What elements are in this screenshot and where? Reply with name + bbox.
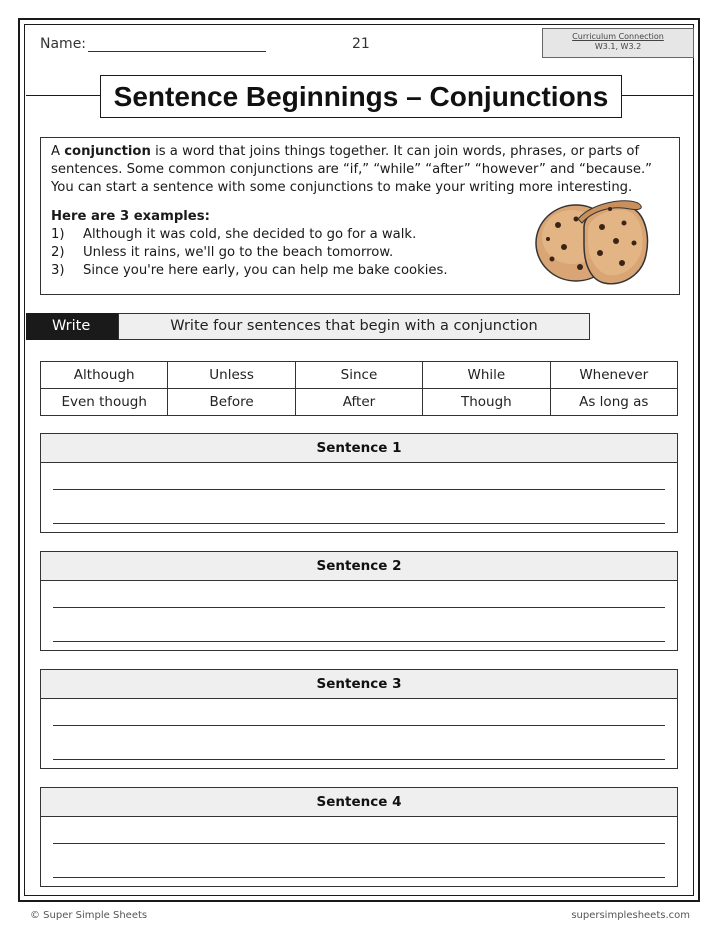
word-bank-cell: Before xyxy=(168,389,295,416)
answer-line[interactable] xyxy=(53,843,665,844)
examples-heading: Here are 3 examples: xyxy=(51,208,210,224)
word-bank-row xyxy=(41,362,678,389)
title-rule-left xyxy=(26,95,100,96)
word-bank-row xyxy=(41,389,678,416)
sentence-box-1 xyxy=(40,433,678,533)
word-bank-cell: Whenever xyxy=(550,362,677,389)
page-title: Sentence Beginnings – Conjunctions xyxy=(100,75,622,118)
answer-line[interactable] xyxy=(53,759,665,760)
write-label: Write xyxy=(26,313,118,340)
word-bank-cell: Although xyxy=(41,362,168,389)
intro-term: conjunction xyxy=(64,144,151,159)
word-bank-cell: As long as xyxy=(550,389,677,416)
answer-line[interactable] xyxy=(53,725,665,726)
footer-website[interactable]: supersimplesheets.com xyxy=(571,910,690,921)
word-bank-cell: While xyxy=(423,362,550,389)
answer-line[interactable] xyxy=(53,877,665,878)
curriculum-title: Curriculum Connection xyxy=(572,32,664,41)
footer-copyright: © Super Simple Sheets xyxy=(30,910,148,921)
intro-paragraph xyxy=(51,143,669,198)
sentence-header: Sentence 4 xyxy=(41,788,677,817)
sentence-header: Sentence 3 xyxy=(41,670,677,699)
intro-rest: is a word that joins things together. It can join words, phrases, or parts of sentences. Some common conjunctions are “if,” “while” “after” “however” and “because.” You can start a sentence with some conjunctions to make your writing more interesting. xyxy=(51,144,652,196)
write-instruction: Write four sentences that begin with a conjunction xyxy=(118,313,590,340)
word-bank xyxy=(40,361,678,416)
word-bank-cell: Unless xyxy=(168,362,295,389)
example-text: Although it was cold, she decided to go for a walk. xyxy=(83,226,417,242)
word-bank-cell: After xyxy=(295,389,422,416)
page-number: 21 xyxy=(352,36,370,52)
sentence-box-4 xyxy=(40,787,678,887)
cookies-illustration xyxy=(526,197,654,289)
sentence-header: Sentence 2 xyxy=(41,552,677,581)
answer-line[interactable] xyxy=(53,523,665,524)
word-bank-cell: Since xyxy=(295,362,422,389)
word-bank-cell: Even though xyxy=(41,389,168,416)
answer-line[interactable] xyxy=(53,641,665,642)
answer-line[interactable] xyxy=(53,607,665,608)
example-text: Unless it rains, we'll go to the beach tomorrow. xyxy=(83,245,394,261)
name-label: Name: xyxy=(40,36,87,52)
example-text: Since you're here early, you can help me bake cookies. xyxy=(83,263,448,279)
name-field[interactable] xyxy=(88,51,266,52)
sentence-box-3 xyxy=(40,669,678,769)
example-number: 1) xyxy=(51,226,65,242)
sentence-header: Sentence 1 xyxy=(41,434,677,463)
example-number: 2) xyxy=(51,245,65,261)
intro-prefix: A xyxy=(51,144,65,159)
curriculum-connection-box xyxy=(542,28,694,58)
title-rule-right xyxy=(622,95,694,96)
example-number: 3) xyxy=(51,263,65,279)
sentence-box-2 xyxy=(40,551,678,651)
word-bank-cell: Though xyxy=(423,389,550,416)
answer-line[interactable] xyxy=(53,489,665,490)
curriculum-standards: W3.1, W3.2 xyxy=(594,42,642,51)
